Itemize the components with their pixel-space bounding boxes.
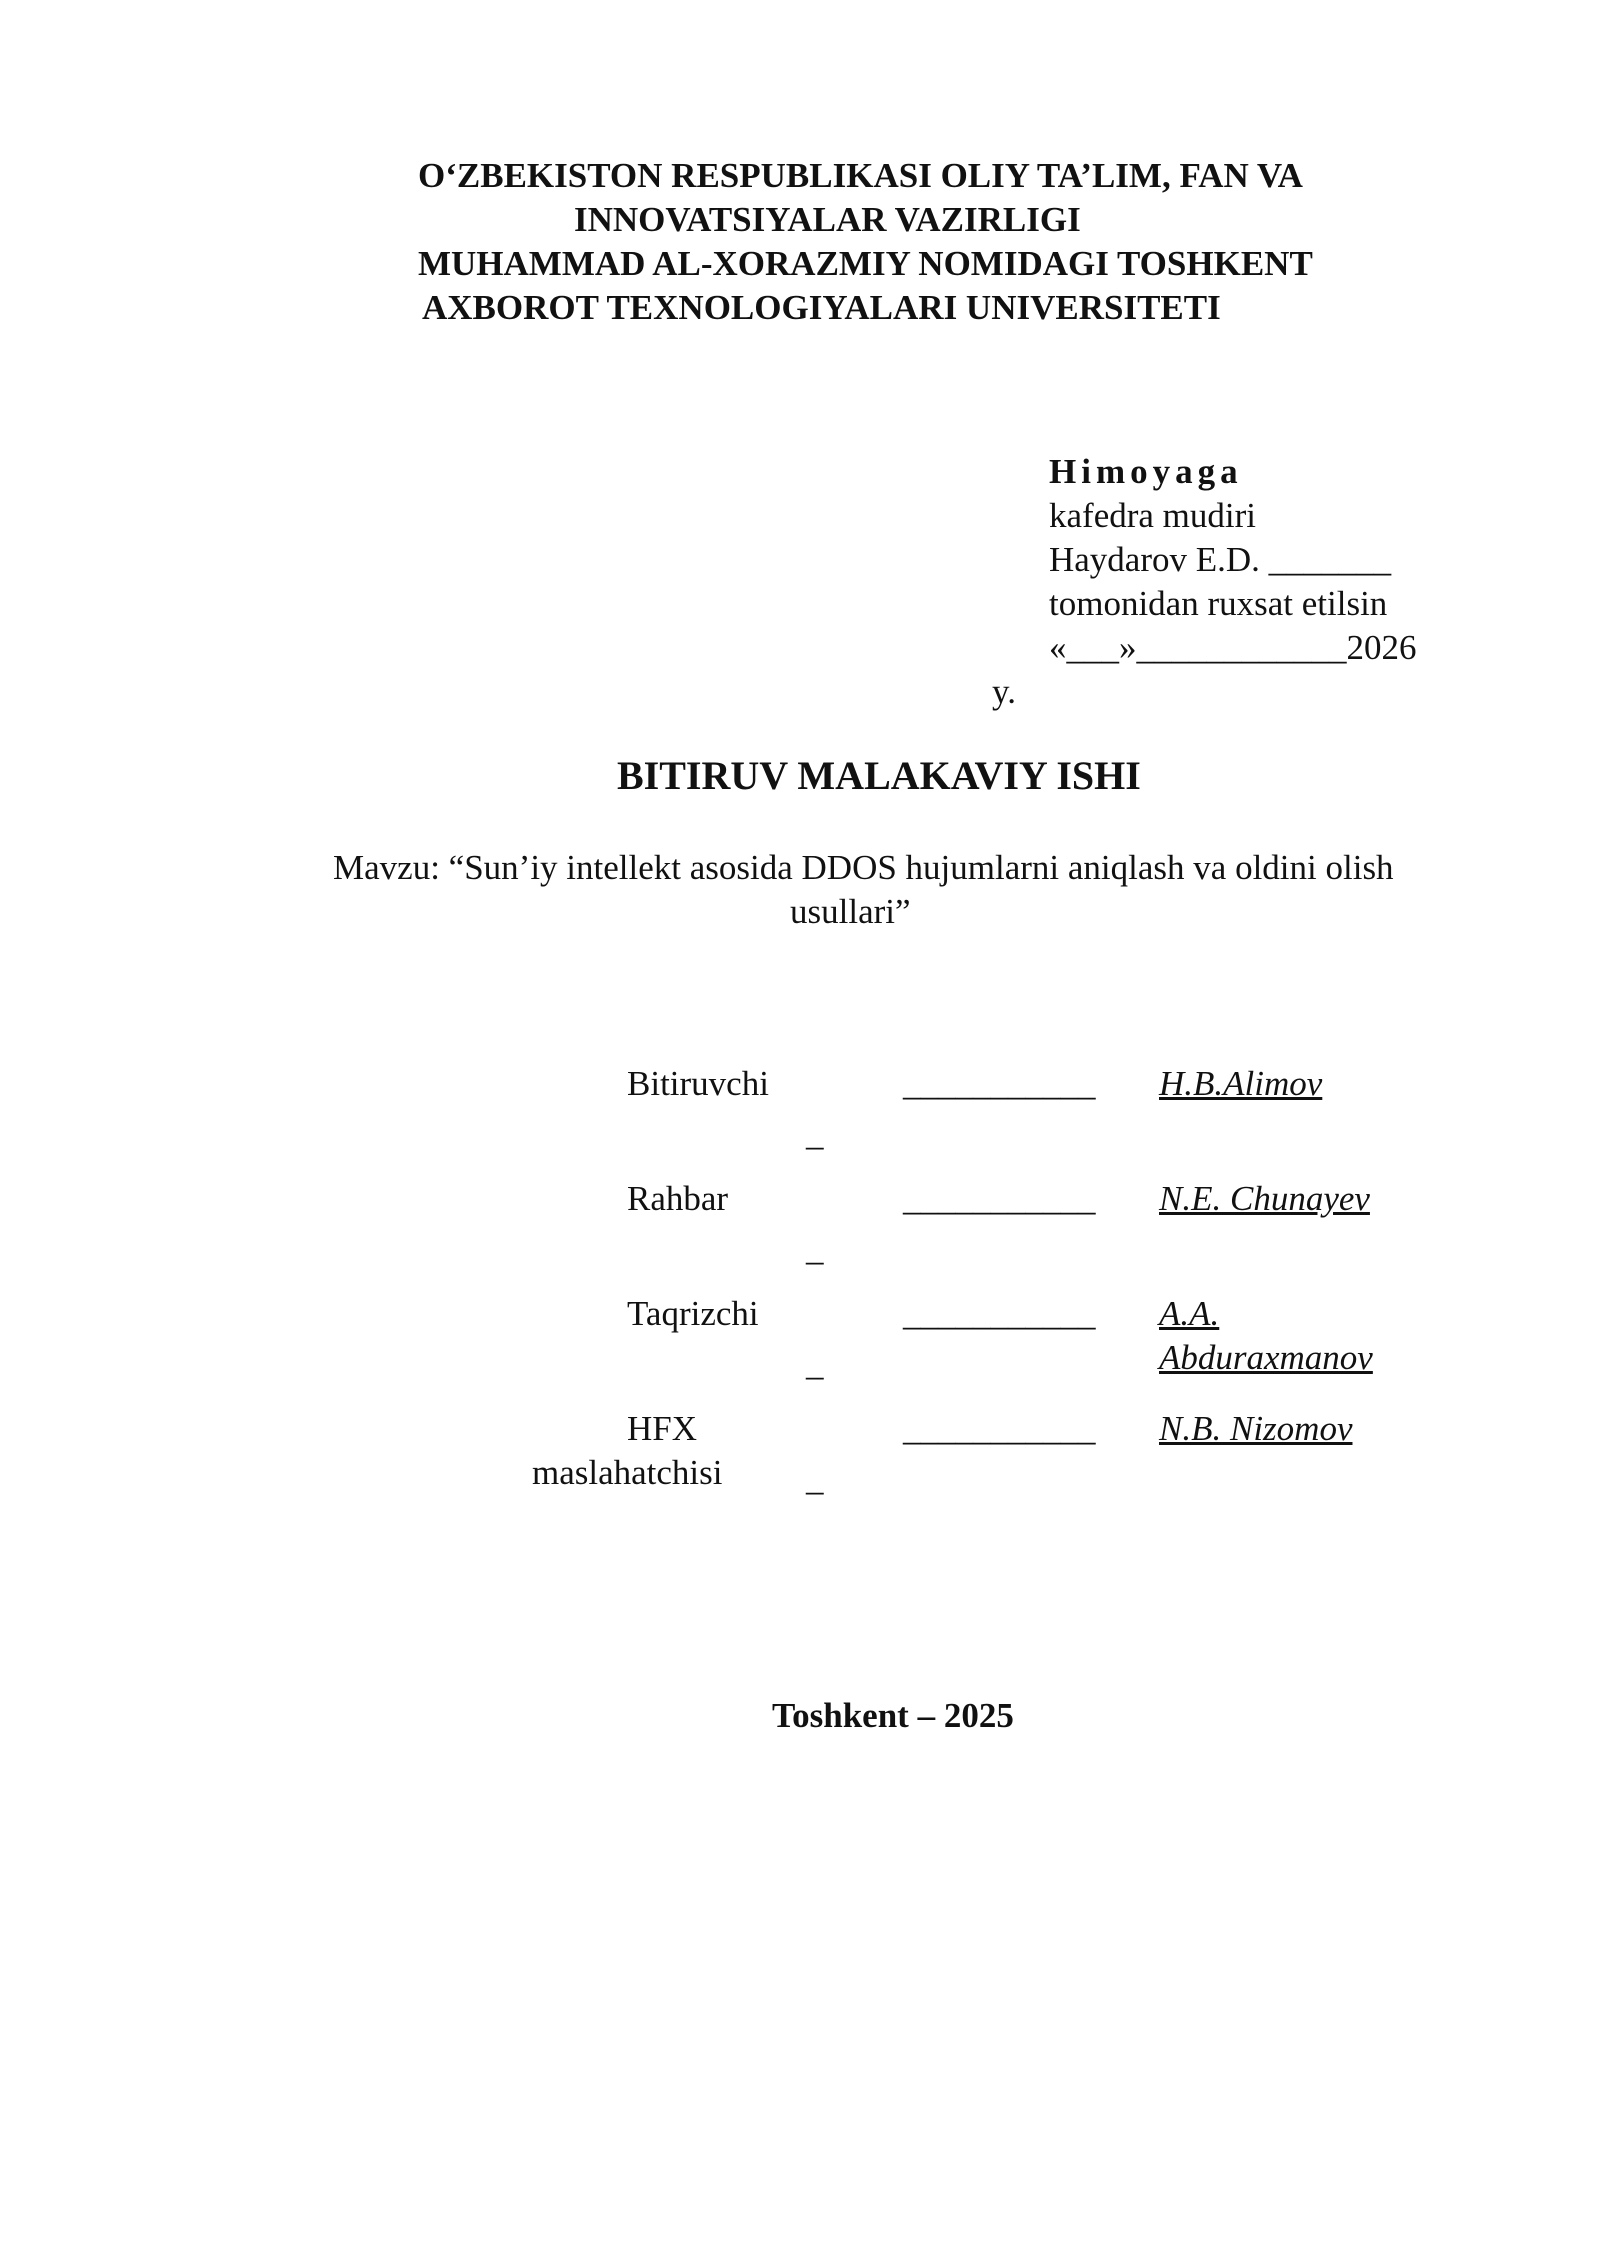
approval-year-suffix: y. <box>992 672 1016 711</box>
signature-name-reviewer: A.A. <box>1159 1294 1220 1333</box>
signature-dash-reviewer: _ <box>806 1344 824 1383</box>
signature-role-reviewer: Taqrizchi <box>627 1294 759 1333</box>
university-line-2: AXBOROT TEXNOLOGIYALARI UNIVERSITETI <box>422 288 1221 327</box>
signature-name-consultant: N.B. Nizomov <box>1159 1409 1353 1448</box>
signature-line-supervisor: ___________ <box>903 1179 1096 1218</box>
city-year: Toshkent – 2025 <box>772 1696 1014 1735</box>
signature-role-supervisor: Rahbar <box>627 1179 729 1218</box>
university-line-1: MUHAMMAD AL-XORAZMIY NOMIDAGI TOSHKENT <box>418 244 1313 283</box>
topic-line-1: Mavzu: “Sun’iy intellekt asosida DDOS hujumlarni aniqlash va oldini olish <box>333 848 1394 887</box>
signature-dash-consultant: _ <box>806 1459 824 1498</box>
approval-line-1: kafedra mudiri <box>1049 496 1256 535</box>
ministry-line-2: INNOVATSIYALAR VAZIRLIGI <box>574 200 1081 239</box>
signature-line-consultant: ___________ <box>903 1409 1096 1448</box>
signature-name-reviewer-line-2: Abduraxmanov <box>1159 1338 1373 1377</box>
document-title: BITIRUV MALAKAVIY ISHI <box>617 753 1141 798</box>
ministry-line-1: O‘ZBEKISTON RESPUBLIKASI OLIY TA’LIM, FAN VA <box>418 156 1303 195</box>
signature-dash-supervisor: _ <box>806 1229 824 1268</box>
approval-title: Himoyaga <box>1049 452 1243 491</box>
signature-line-graduate: ___________ <box>903 1064 1096 1103</box>
signature-role-consultant-line-2: maslahatchisi <box>532 1453 723 1492</box>
topic-line-2: usullari” <box>790 892 911 931</box>
approval-line-3: tomonidan ruxsat etilsin <box>1049 584 1388 623</box>
signature-role-consultant: HFX <box>627 1409 698 1448</box>
signature-role-graduate: Bitiruvchi <box>627 1064 769 1103</box>
approval-date-line: «___»____________2026 <box>1049 628 1417 667</box>
signature-name-graduate: H.B.Alimov <box>1159 1064 1323 1103</box>
signature-line-reviewer: ___________ <box>903 1294 1096 1333</box>
approval-line-2: Haydarov E.D. _______ <box>1049 540 1392 579</box>
signature-dash-graduate: _ <box>806 1114 824 1153</box>
signature-name-supervisor: N.E. Chunayev <box>1159 1179 1370 1218</box>
